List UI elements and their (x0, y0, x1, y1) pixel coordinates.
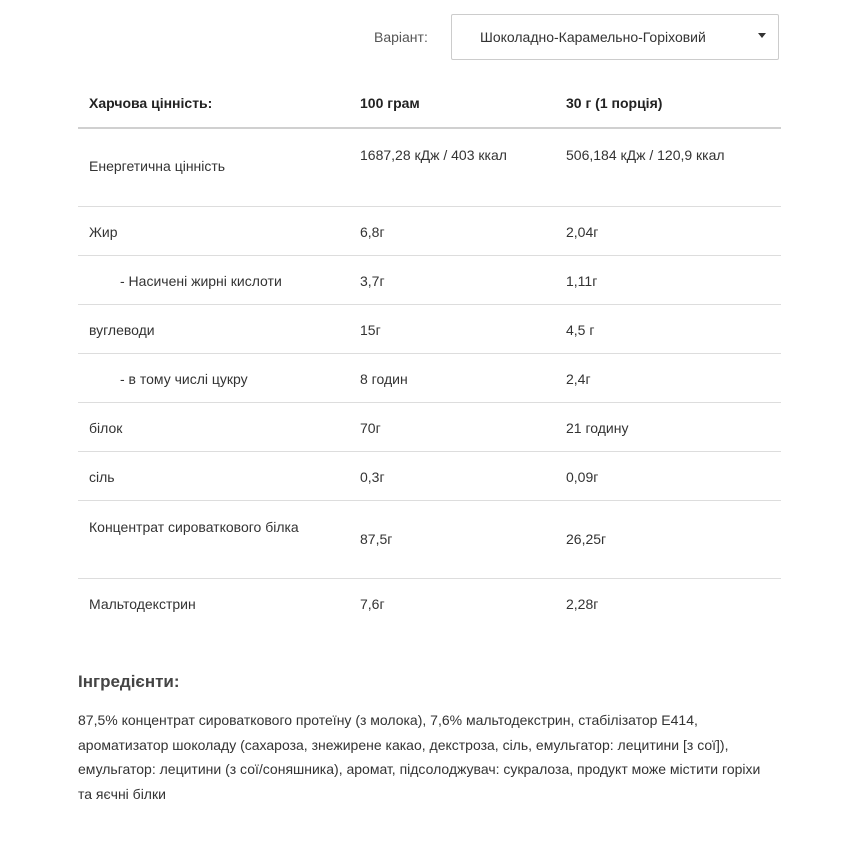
row-per-serving: 2,4г (566, 371, 591, 387)
row-per-100g: 8 годин (360, 371, 408, 387)
row-name: білок (89, 420, 123, 436)
row-name: Жир (89, 224, 118, 240)
header-per-100g: 100 грам (360, 95, 420, 111)
row-name: - Насичені жирні кислоти (120, 273, 282, 289)
variant-label: Варіант: (374, 29, 428, 45)
table-row (78, 452, 781, 501)
variant-dropdown[interactable] (451, 14, 779, 60)
nutrition-table (78, 77, 781, 628)
row-per-serving: 0,09г (566, 469, 599, 485)
row-per-serving: 26,25г (566, 531, 607, 547)
row-per-serving: 4,5 г (566, 322, 595, 338)
row-name: Концентрат сироваткового білка (89, 519, 299, 535)
variant-selector (0, 14, 860, 62)
table-row (78, 256, 781, 305)
table-row (78, 354, 781, 403)
ingredients-title: Інгредієнти: (78, 672, 180, 691)
row-per-100g: 3,7г (360, 273, 385, 289)
ingredients-text: 87,5% концентрат сироваткового протеїну (з молока), 7,6% мальтодекстрин, стабілізатор Е414, ароматизатор шоколаду (сахароза, знежирене какао, декстроза, сіль, емульгатор: лецитини [з сої]), емульгатор: лецитини (з сої/соняшника), аромат, підсолоджувач: сукралоза, продукт може містити горіхи та яєчні білки (78, 712, 761, 802)
table-header-row (78, 77, 781, 129)
row-per-serving: 2,28г (566, 596, 599, 612)
header-per-serving: 30 г (1 порція) (566, 95, 663, 111)
row-name: Мальтодекстрин (89, 596, 196, 612)
row-per-serving: 2,04г (566, 224, 599, 240)
table-row (78, 129, 781, 207)
table-row (78, 579, 781, 628)
row-per-100g: 70г (360, 420, 381, 436)
row-per-serving: 506,184 кДж / 120,9 ккал (566, 147, 725, 163)
header-nutrition: Харчова цінність: (89, 95, 213, 111)
table-row (78, 305, 781, 354)
row-per-serving: 21 годину (566, 420, 629, 436)
row-per-100g: 6,8г (360, 224, 385, 240)
caret-down-icon (758, 33, 766, 38)
table-row (78, 403, 781, 452)
row-per-100g: 1687,28 кДж / 403 ккал (360, 147, 507, 163)
row-name: Енергетична цінність (89, 158, 226, 174)
row-name: - в тому числі цукру (120, 371, 248, 387)
row-per-serving: 1,11г (566, 273, 598, 289)
table-row (78, 501, 781, 579)
row-per-100g: 15г (360, 322, 381, 338)
row-name: сіль (89, 469, 115, 485)
row-per-100g: 0,3г (360, 469, 385, 485)
row-per-100g: 7,6г (360, 596, 385, 612)
table-row (78, 207, 781, 256)
variant-selected-value: Шоколадно-Карамельно-Горіховий (480, 29, 706, 45)
row-name: вуглеводи (89, 322, 155, 338)
row-per-100g: 87,5г (360, 531, 393, 547)
